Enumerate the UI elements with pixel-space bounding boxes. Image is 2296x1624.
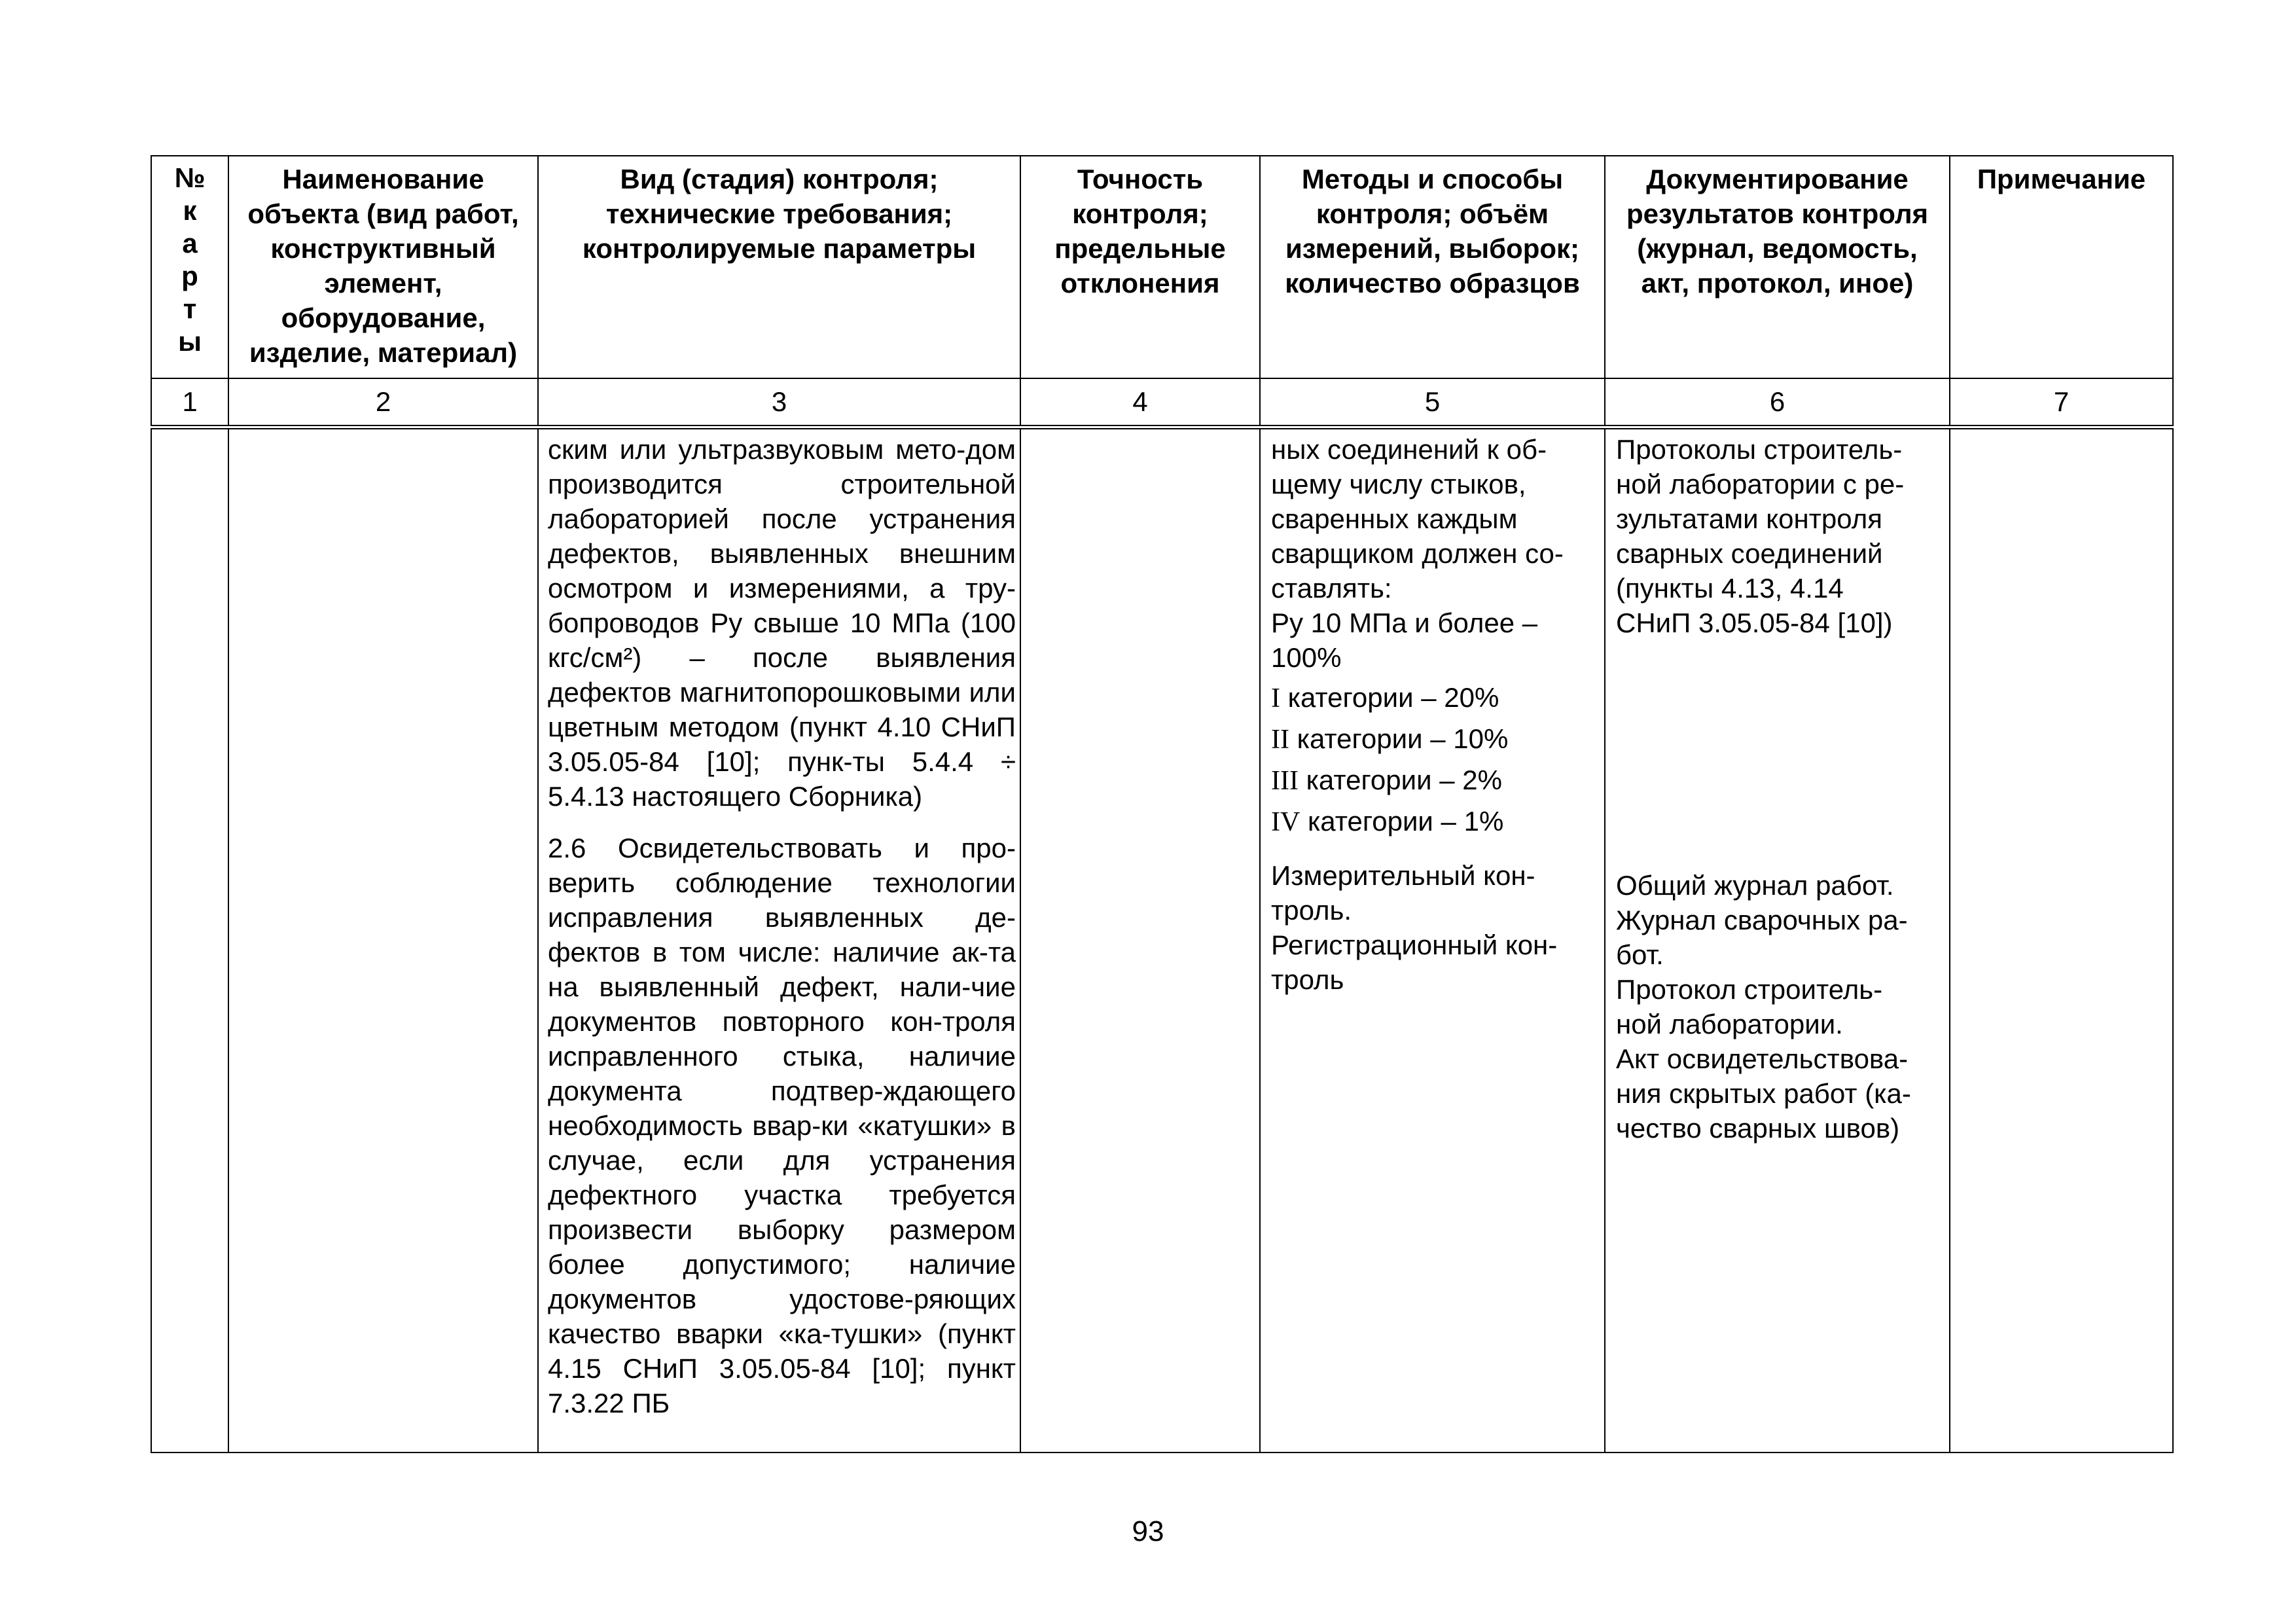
cell-documentation — [1605, 427, 1950, 1453]
column-number: 1 — [151, 378, 228, 427]
category-roman: II — [1271, 725, 1289, 755]
category-percent: категории – 10% — [1289, 723, 1509, 754]
documentation-journals: Общий журнал работ. Журнал сварочных ра- бот. Протокол строитель- ной лаборатории. Акт освидетельствова- ния скрытых работ (ка- чество сварных швов) — [1616, 870, 1911, 1144]
documentation-protocols: Протоколы строитель- ной лаборатории с ре- зультатами контроля сварных соединений (пункты 4.13, 4.14 СНиП 3.05.05-84 [10]) — [1616, 434, 1905, 638]
category-roman: IV — [1271, 807, 1300, 837]
control-item-2-6: 2.6 Освидетельствовать и про-верить соблюдение технологии исправления выявленных де-фектов в том числе: наличие ак-та на выявленный дефект, нали-чие документов повторного кон-троля исправленного стыка, наличие документа подтвер-ждающего необходимость ввар-ки «катушки» в случае, если для устранения дефектного участка требуется произвести выборку размером более допустимого; наличие документов удостове-ряющих качество вварки «ка-тушки» (пункт 4.15 СНиП 3.05.05-84 [10]; пункт 7.3.22 ПБ — [548, 833, 1016, 1418]
column-number: 5 — [1260, 378, 1605, 427]
column-number: 7 — [1950, 378, 2173, 427]
column-number: 3 — [538, 378, 1020, 427]
header-accuracy: Точность контроля; предельные отклонения — [1020, 156, 1260, 378]
category-list — [1271, 677, 1599, 842]
cell-note — [1950, 427, 2173, 1453]
category-item — [1271, 719, 1599, 760]
category-roman: I — [1271, 683, 1280, 713]
header-documentation: Документирование результатов контроля (журнал, ведомость, акт, протокол, иное) — [1605, 156, 1950, 378]
category-percent: категории – 20% — [1280, 682, 1499, 713]
category-roman: III — [1271, 766, 1299, 796]
category-item — [1271, 760, 1599, 801]
control-text-continuation: ским или ультразвуковым мето-дом производится строительной лабораторией после устранения дефектов, выявленных внешним осмотром и измерениями, а тру-бопроводов Pу свыше 10 МПа (100 кгс/см²) – после выявления дефектов магнитопорошковыми или цветным методом (пункт 4.10 СНиП 3.05.05-84 [10]; пунк-ты 5.4.4 ÷ 5.4.13 настоящего Сборника) — [548, 434, 1016, 812]
header-card-number: № к а р т ы — [151, 156, 228, 378]
cell-card-number — [151, 427, 228, 1453]
methods-measurement: Измерительный кон- троль. Регистрационный кон- троль — [1271, 860, 1558, 995]
cell-control-type — [538, 427, 1020, 1453]
category-item — [1271, 801, 1599, 842]
category-item — [1271, 677, 1599, 719]
header-note: Примечание — [1950, 156, 2173, 378]
cell-object-name — [228, 427, 538, 1453]
methods-intro: ных соединений к об- щему числу стыков, сваренных каждым сварщиком должен со- ставлять: Pу 10 МПа и более – 100% — [1271, 434, 1564, 673]
category-percent: категории – 2% — [1298, 765, 1502, 795]
cell-methods — [1260, 427, 1605, 1453]
header-methods: Методы и способы контроля; объём измерений, выборок; количество образцов — [1260, 156, 1605, 378]
table-header-row — [151, 156, 2173, 378]
table-row — [151, 427, 2173, 1453]
column-number-row — [151, 378, 2173, 427]
column-number: 6 — [1605, 378, 1950, 427]
column-number: 2 — [228, 378, 538, 427]
header-object-name: Наименование объекта (вид работ, конструктивный элемент, оборудование, изделие, материал) — [228, 156, 538, 378]
header-control-type: Вид (стадия) контроля; технические требования; контролируемые параметры — [538, 156, 1020, 378]
column-number: 4 — [1020, 378, 1260, 427]
cell-accuracy — [1020, 427, 1260, 1453]
category-percent: категории – 1% — [1300, 806, 1504, 837]
control-table — [151, 155, 2174, 1453]
page-number: 93 — [1132, 1515, 1164, 1547]
